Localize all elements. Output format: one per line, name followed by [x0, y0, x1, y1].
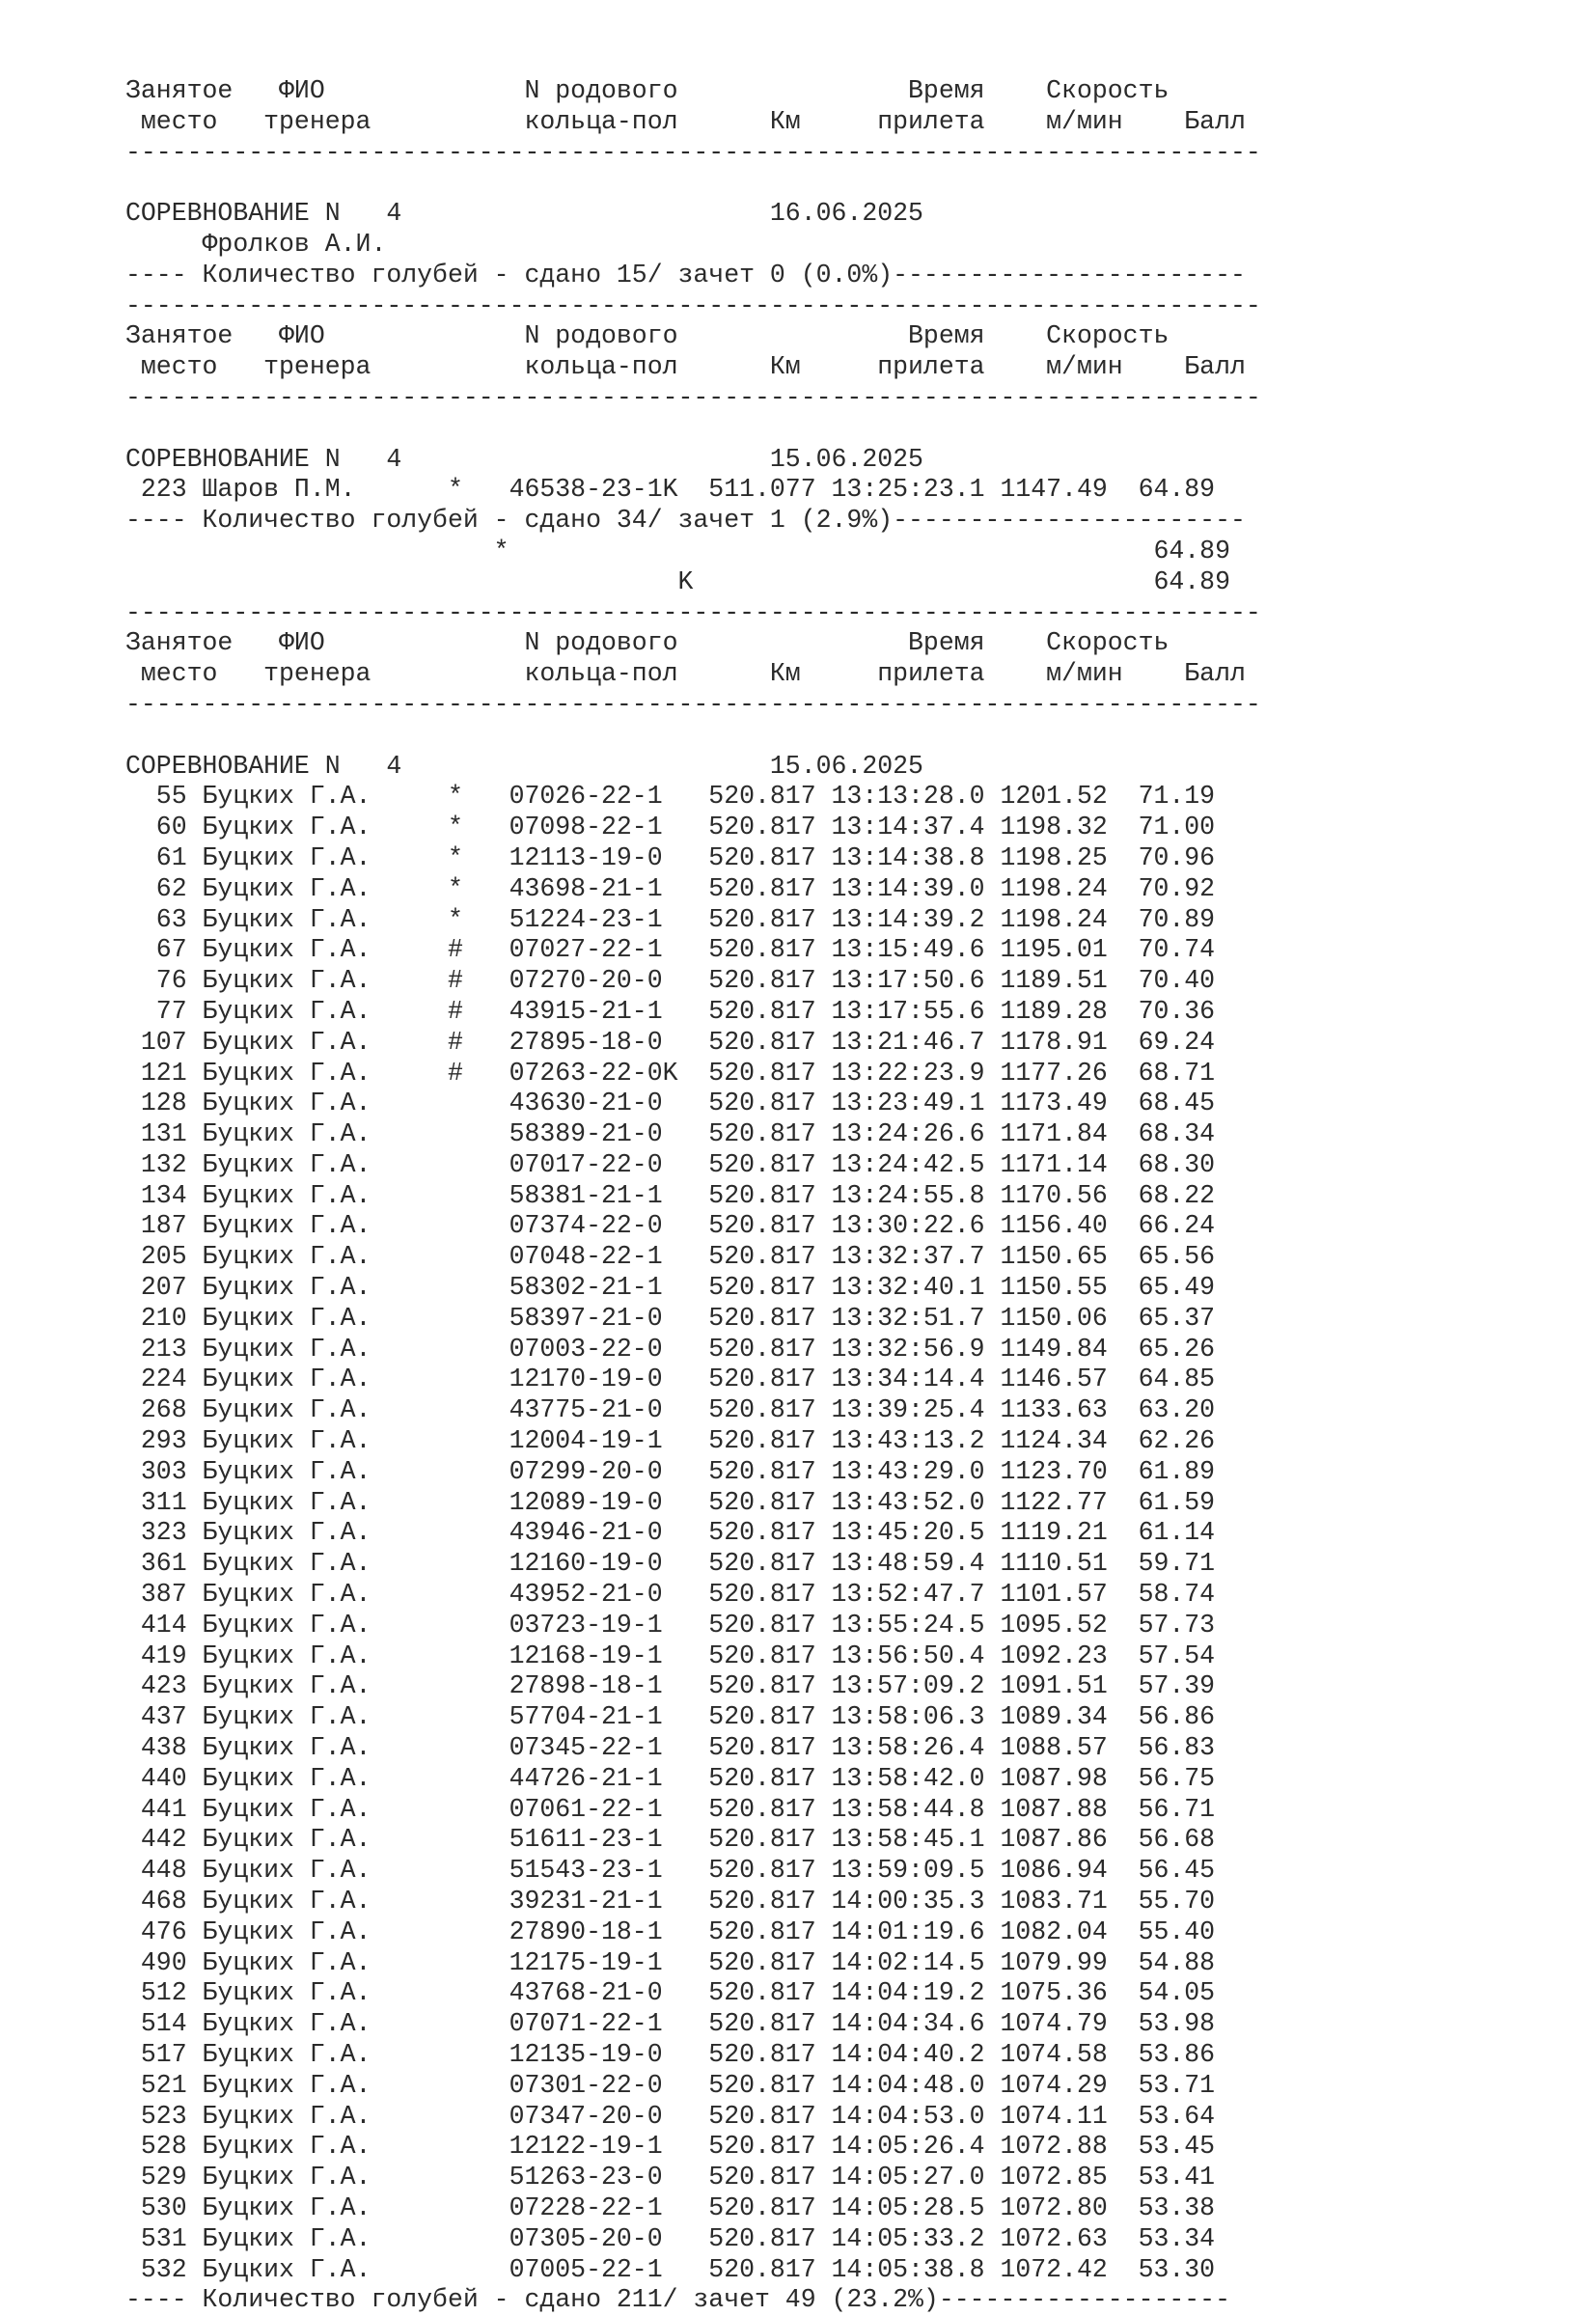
result-row: 205 Буцких Г.А. 07048-22-1 520.817 13:32:37.7 1150.65 65.56 — [125, 1242, 1216, 1272]
result-row: 529 Буцких Г.А. 51263-23-0 520.817 14:05:27.0 1072.85 53.41 — [125, 2163, 1216, 2192]
result-row: 55 Буцких Г.А. * 07026-22-1 520.817 13:13:28.0 1201.52 71.19 — [125, 782, 1216, 812]
result-row: 67 Буцких Г.А. # 07027-22-1 520.817 13:15:49.6 1195.01 70.74 — [125, 935, 1216, 965]
result-row: 440 Буцких Г.А. 44726-21-1 520.817 13:58:42.0 1087.98 56.75 — [125, 1763, 1216, 1793]
header-line-2: место тренера кольца-пол Км прилета м/мин Балл — [125, 106, 1246, 136]
header-line-2: место тренера кольца-пол Км прилета м/мин Балл — [125, 659, 1246, 689]
header-line-1: Занятое ФИО N родового Время Скорость — [125, 628, 1169, 658]
result-row: 531 Буцких Г.А. 07305-20-0 520.817 14:05:33.2 1072.63 53.34 — [125, 2223, 1216, 2253]
results-document — [125, 76, 1261, 2316]
header-line-2: место тренера кольца-пол Км прилета м/мин Балл — [125, 352, 1246, 382]
separator: -------------------------------------------------------------------------- — [125, 382, 1261, 412]
spacer — [125, 414, 1261, 445]
spacer — [125, 721, 1261, 752]
summary-line: ---- Количество голубей - сдано 211/ зачет 49 (23.2%)------------------- — [125, 2285, 1230, 2315]
result-row: 107 Буцких Г.А. # 27895-18-0 520.817 13:21:46.7 1178.91 69.24 — [125, 1027, 1216, 1057]
result-row: 207 Буцких Г.А. 58302-21-1 520.817 13:32:40.1 1150.55 65.49 — [125, 1273, 1216, 1303]
result-row: 361 Буцких Г.А. 12160-19-0 520.817 13:48:59.4 1110.51 59.71 — [125, 1549, 1216, 1579]
result-row: 76 Буцких Г.А. # 07270-20-0 520.817 13:17:50.6 1189.51 70.40 — [125, 966, 1216, 996]
result-row: 210 Буцких Г.А. 58397-21-0 520.817 13:32:51.7 1150.06 65.37 — [125, 1303, 1216, 1333]
competition-heading: СОРЕВНОВАНИЕ N 4 15.06.2025 — [125, 751, 923, 781]
result-row: 62 Буцких Г.А. * 43698-21-1 520.817 13:14:39.0 1198.24 70.92 — [125, 873, 1216, 903]
separator: -------------------------------------------------------------------------- — [125, 689, 1261, 719]
result-row: 521 Буцких Г.А. 07301-22-0 520.817 14:04:48.0 1074.29 53.71 — [125, 2070, 1216, 2100]
result-row: 293 Буцких Г.А. 12004-19-1 520.817 13:43:13.2 1124.34 62.26 — [125, 1426, 1216, 1456]
result-row: 213 Буцких Г.А. 07003-22-0 520.817 13:32:56.9 1149.84 65.26 — [125, 1334, 1216, 1364]
result-row: 517 Буцких Г.А. 12135-19-0 520.817 14:04:40.2 1074.58 53.86 — [125, 2040, 1216, 2069]
result-row: 132 Буцких Г.А. 07017-22-0 520.817 13:24:42.5 1171.14 68.30 — [125, 1149, 1216, 1179]
result-row: 423 Буцких Г.А. 27898-18-1 520.817 13:57:09.2 1091.51 57.39 — [125, 1671, 1216, 1701]
result-row: 468 Буцких Г.А. 39231-21-1 520.817 14:00:35.3 1083.71 55.70 — [125, 1887, 1216, 1916]
result-row: 134 Буцких Г.А. 58381-21-1 520.817 13:24:55.8 1170.56 68.22 — [125, 1180, 1216, 1210]
result-row: 414 Буцких Г.А. 03723-19-1 520.817 13:55:24.5 1095.52 57.73 — [125, 1610, 1216, 1640]
result-row: 121 Буцких Г.А. # 07263-22-0K 520.817 13:22:23.9 1177.26 68.71 — [125, 1058, 1216, 1088]
result-row: 61 Буцких Г.А. * 12113-19-0 520.817 13:14:38.8 1198.25 70.96 — [125, 842, 1216, 872]
result-row: 224 Буцких Г.А. 12170-19-0 520.817 13:34:14.4 1146.57 64.85 — [125, 1365, 1216, 1394]
competition-heading: СОРЕВНОВАНИЕ N 4 16.06.2025 — [125, 199, 923, 229]
result-row: 476 Буцких Г.А. 27890-18-1 520.817 14:01:19.6 1082.04 55.40 — [125, 1916, 1216, 1946]
separator: -------------------------------------------------------------------------- — [125, 597, 1261, 627]
result-row: 323 Буцких Г.А. 43946-21-0 520.817 13:45:20.5 1119.21 61.14 — [125, 1518, 1216, 1548]
result-row: 530 Буцких Г.А. 07228-22-1 520.817 14:05:28.5 1072.80 53.38 — [125, 2192, 1216, 2222]
result-row: 514 Буцких Г.А. 07071-22-1 520.817 14:04:34.6 1074.79 53.98 — [125, 2009, 1216, 2039]
result-row: 419 Буцких Г.А. 12168-19-1 520.817 13:56:50.4 1092.23 57.54 — [125, 1640, 1216, 1670]
result-row: 442 Буцких Г.А. 51611-23-1 520.817 13:58:45.1 1087.86 56.68 — [125, 1825, 1216, 1855]
result-row: 387 Буцких Г.А. 43952-21-0 520.817 13:52:47.7 1101.57 58.74 — [125, 1580, 1216, 1610]
result-row: 438 Буцких Г.А. 07345-22-1 520.817 13:58:26.4 1088.57 56.83 — [125, 1733, 1216, 1763]
summary-line: ---- Количество голубей - сдано 34/ зачет 1 (2.9%)----------------------- — [125, 506, 1246, 536]
result-row: 532 Буцких Г.А. 07005-22-1 520.817 14:05:38.8 1072.42 53.30 — [125, 2254, 1216, 2284]
result-row: 268 Буцких Г.А. 43775-21-0 520.817 13:39:25.4 1133.63 63.20 — [125, 1395, 1216, 1425]
header-line-1: Занятое ФИО N родового Время Скорость — [125, 76, 1169, 105]
separator: -------------------------------------------------------------------------- — [125, 137, 1261, 167]
result-row: 77 Буцких Г.А. # 43915-21-1 520.817 13:17:55.6 1189.28 70.36 — [125, 996, 1216, 1026]
total-line: K 64.89 — [125, 566, 1230, 596]
result-row: 131 Буцких Г.А. 58389-21-0 520.817 13:24:26.6 1171.84 68.34 — [125, 1119, 1216, 1149]
result-row: 523 Буцких Г.А. 07347-20-0 520.817 14:04:53.0 1074.11 53.64 — [125, 2101, 1216, 2131]
result-row: 303 Буцких Г.А. 07299-20-0 520.817 13:43:29.0 1123.70 61.89 — [125, 1456, 1216, 1486]
result-row: 223 Шаров П.М. * 46538-23-1K 511.077 13:25:23.1 1147.49 64.89 — [125, 475, 1216, 505]
result-row: 437 Буцких Г.А. 57704-21-1 520.817 13:58:06.3 1089.34 56.86 — [125, 1702, 1216, 1732]
header-line-1: Занятое ФИО N родового Время Скорость — [125, 321, 1169, 351]
spacer — [125, 168, 1261, 199]
result-row: 448 Буцких Г.А. 51543-23-1 520.817 13:59:09.5 1086.94 56.45 — [125, 1856, 1216, 1886]
result-row: 60 Буцких Г.А. * 07098-22-1 520.817 13:14:37.4 1198.32 71.00 — [125, 813, 1216, 842]
competition-heading: СОРЕВНОВАНИЕ N 4 15.06.2025 — [125, 444, 923, 474]
result-row: 512 Буцких Г.А. 43768-21-0 520.817 14:04:19.2 1075.36 54.05 — [125, 1978, 1216, 2008]
result-row: 528 Буцких Г.А. 12122-19-1 520.817 14:05:26.4 1072.88 53.45 — [125, 2132, 1216, 2162]
separator: -------------------------------------------------------------------------- — [125, 290, 1261, 320]
result-row: 63 Буцких Г.А. * 51224-23-1 520.817 13:14:39.2 1198.24 70.89 — [125, 904, 1216, 934]
summary-line: ---- Количество голубей - сдано 15/ зачет 0 (0.0%)----------------------- — [125, 260, 1246, 290]
result-row: 128 Буцких Г.А. 43630-21-0 520.817 13:23:49.1 1173.49 68.45 — [125, 1089, 1216, 1118]
result-row: 187 Буцких Г.А. 07374-22-0 520.817 13:30:22.6 1156.40 66.24 — [125, 1211, 1216, 1241]
result-row: 311 Буцких Г.А. 12089-19-0 520.817 13:43:52.0 1122.77 61.59 — [125, 1487, 1216, 1517]
total-line: * 64.89 — [125, 536, 1230, 565]
result-row: 441 Буцких Г.А. 07061-22-1 520.817 13:58:44.8 1087.88 56.71 — [125, 1794, 1216, 1824]
trainer-line: Фролков А.И. — [125, 229, 387, 259]
result-row: 490 Буцких Г.А. 12175-19-1 520.817 14:02:14.5 1079.99 54.88 — [125, 1947, 1216, 1977]
